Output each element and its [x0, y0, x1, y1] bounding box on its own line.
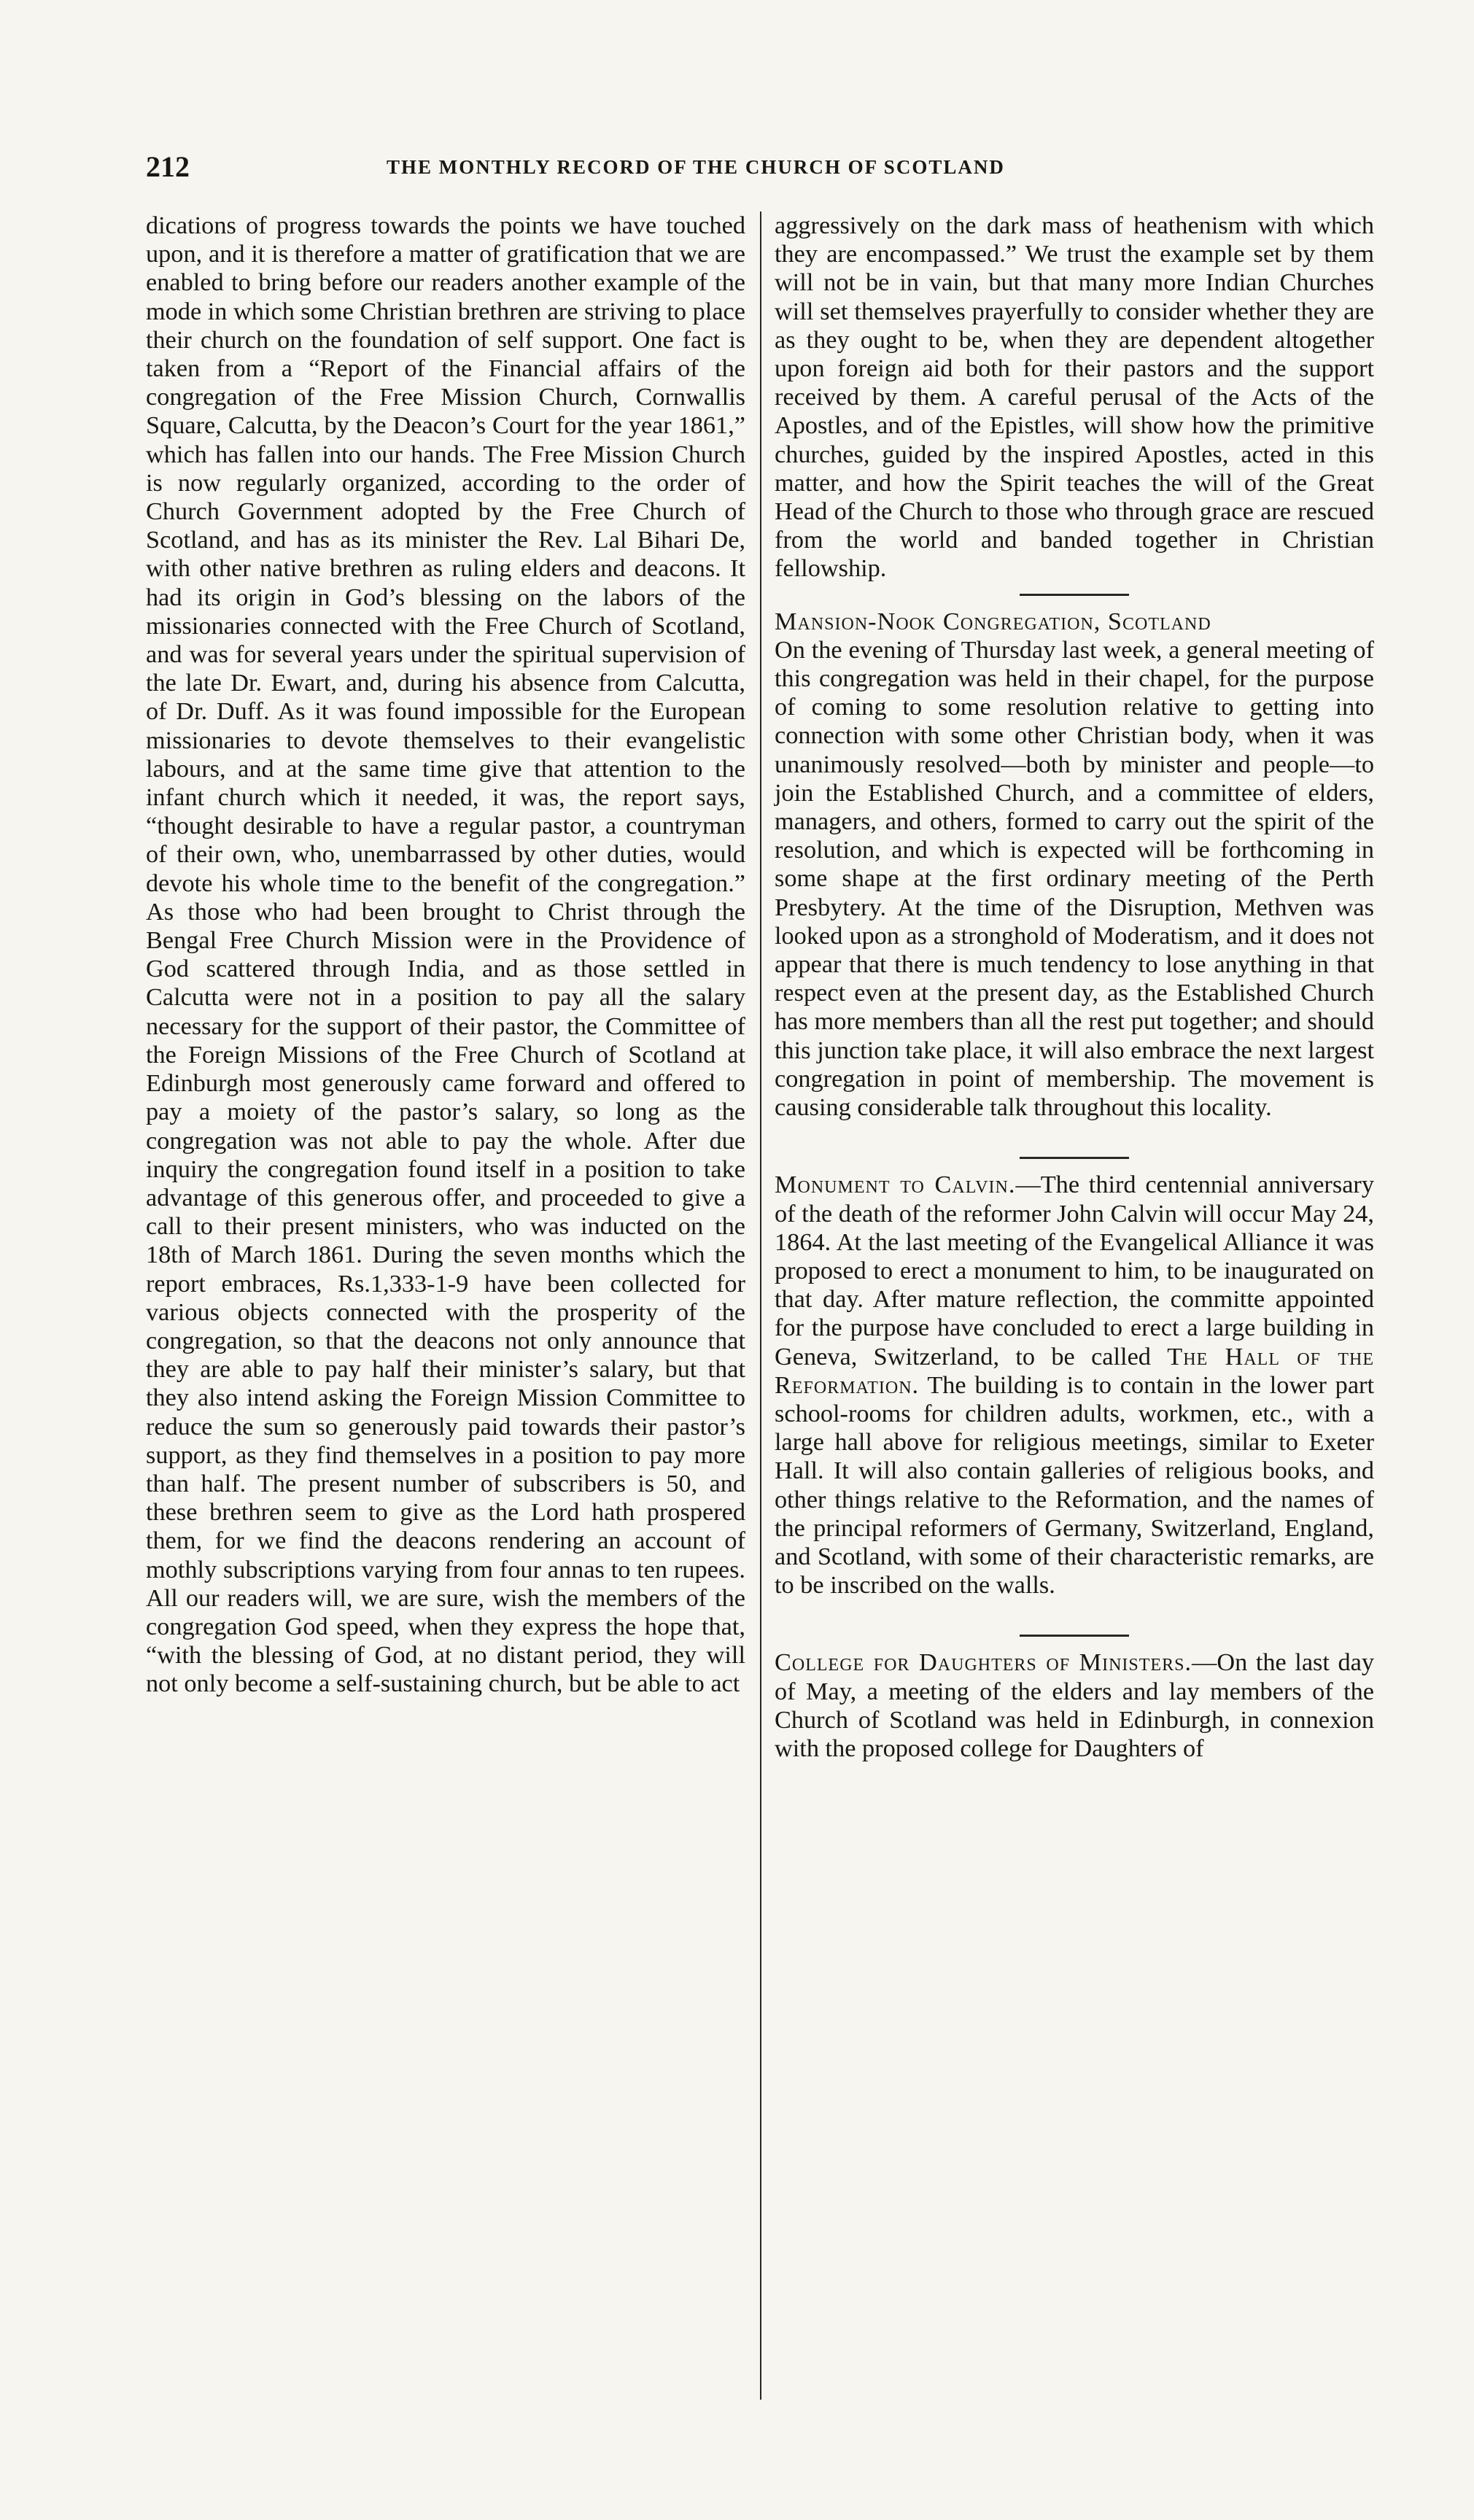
running-title: THE MONTHLY RECORD OF THE CHURCH OF SCOTLAND [387, 156, 1005, 178]
calvin-body-2: The building is to contain in the lower part school-rooms for children adults, workmen, etc., with a large hall above for religious meetings, similar to Exeter Hall. It will also contain galleries of religious books, and other things relative to the Reformation, and the names of the principal reformers of Germany, Switzerland, England, and Scotland, with some of their characteristic remarks, are to be inscribed on the walls. [775, 1371, 1374, 1600]
section-divider [1020, 1635, 1129, 1637]
mansion-nook-heading: Mansion-Nook Congregation, Scotland [775, 607, 1211, 635]
calvin-heading: Monument to Calvin. [775, 1171, 1016, 1199]
calvin-body-1: —The third centennial anniversary of the death of the reformer John Calvin will occur May 24, 1864. At the last meeting of the Evangelical Alliance it was proposed to erect a monument to him, to be inaugurated on that day. After mature reflection, the committe appointed for the purpose have concluded to erect a large building in Geneva, Switzerland, to be called [775, 1171, 1374, 1371]
running-header [146, 150, 1400, 193]
college-article [775, 1648, 1374, 1763]
mansion-nook-body: On the evening of Thursday last week, a general meeting of this congregation was held in their chapel, for the purpose of coming to some resolution relative to getting into connection with some other Christian body, when it was unanimously resolved—both by minister and people—to join the Established Church, and a committee of elders, managers, and others, formed to carry out the spirit of the resolution, and which is expected will be forthcoming in some shape at the first ordinary meeting of the Perth Presbytery. At the time of the Disruption, Methven was looked upon as a stronghold of Moderatism, and it does not appear that there is much tendency to lose anything in that respect even at the present day, as the Established Church has more members than all the rest put together; and should this junction take place, it will also embrace the next largest congregation in point of membership. The movement is causing considerable talk throughout this locality. [775, 635, 1374, 1122]
article-continuation: aggressively on the dark mass of heathenism with which they are encompassed.” We trust the example set by them will not be in vain, but that many more Indian Churches will set themselves prayerfully to consider whether they are as they ought to be, when they are dependent altogether upon foreign aid both for their pastors and the support received by them. A careful perusal of the Acts of the Apostles, and of the Epistles, will show how the primitive churches, guided by the inspired Apostles, acted in this matter, and how the Spirit teaches the will of the Great Head of the Church to those who through grace are rescued from the world and banded together in Christian fellowship. [775, 212, 1374, 583]
right-column [775, 212, 1374, 1763]
section-divider [1020, 1157, 1129, 1159]
calvin-article [775, 1171, 1374, 1600]
calvin-hall-name: The Hall of the Reformation. [775, 1342, 1374, 1399]
section-divider [1020, 594, 1129, 596]
page-number: 212 [146, 150, 190, 183]
article-paragraph-self-support: dications of progress towards the points we have touched upon, and it is therefore a matter of gratification that we are enabled to bring before our readers another example of the mode in which some Christian brethren are striving to place their church on the foundation of self support. One fact is taken from a “Report of the Financial affairs of the congregation of the Free Mission Church, Cornwallis Square, Calcutta, by the Deacon’s Court for the year 1861,” which has fallen into our hands. The Free Mission Church is now regularly organized, according to the order of Church Government adopted by the Free Church of Scotland, and has as its minister the Rev. Lal Bihari De, with other native brethren as ruling elders and deacons. It had its origin in God’s blessing on the labors of the missionaries connected with the Free Church of Scotland, and was for several years under the spiritual supervision of the late Dr. Ewart, and, during his absence from Calcutta, of Dr. Duff. As it was found impossible for the European missionaries to devote themselves to their evangelistic labours, and at the same time give that attention to the infant church which it needed, it was, the report says, “thought desirable to have a regular pastor, a countryman of their own, who, unembarrassed by other duties, would devote his whole time to the benefit of the congregation.” As those who had been brought to Christ through the Bengal Free Church Mission were in the Providence of God scattered through India, and as those settled in Calcutta were not in a position to pay all the salary necessary for the support of their pastor, the Committee of the Foreign Missions of the Free Church of Scotland at Edinburgh most generously came forward and offered to pay a moiety of the pastor’s salary, so long as the congregation was not able to pay the whole. After due inquiry the congregation found itself in a position to take advantage of this generous offer, and proceeded to give a call to their present ministers, who was inducted on the 18th of March 1861. During the seven months which the report embraces, Rs.1,333-1-9 have been collected for various objects connected with the prosperity of the congregation, so that the deacons not only announce that they are able to pay half their minister’s salary, but that they also intend asking the Foreign Mission Committee to reduce the sum so generously paid towards their pastor’s support, as they find themselves in a position to pay more than half. The present number of subscribers is 50, and these brethren seem to give as the Lord hath prospered them, for we find the deacons rendering an account of mothly subscriptions varying from four annas to ten rupees. All our readers will, we are sure, wish the members of the congregation God speed, when they express the hope that, “with the blessing of God, at no distant period, they will not only become a self-sustaining church, but be able to act [146, 212, 745, 1698]
college-body: —On the last day of May, a meeting of the elders and lay members of the Church of Scotland was held in Edinburgh, in connexion with the proposed college for Daughters of [775, 1648, 1375, 1762]
column-rule [760, 212, 761, 2400]
left-column [146, 212, 745, 1699]
college-heading: College for Daughters of Ministers. [775, 1648, 1192, 1677]
